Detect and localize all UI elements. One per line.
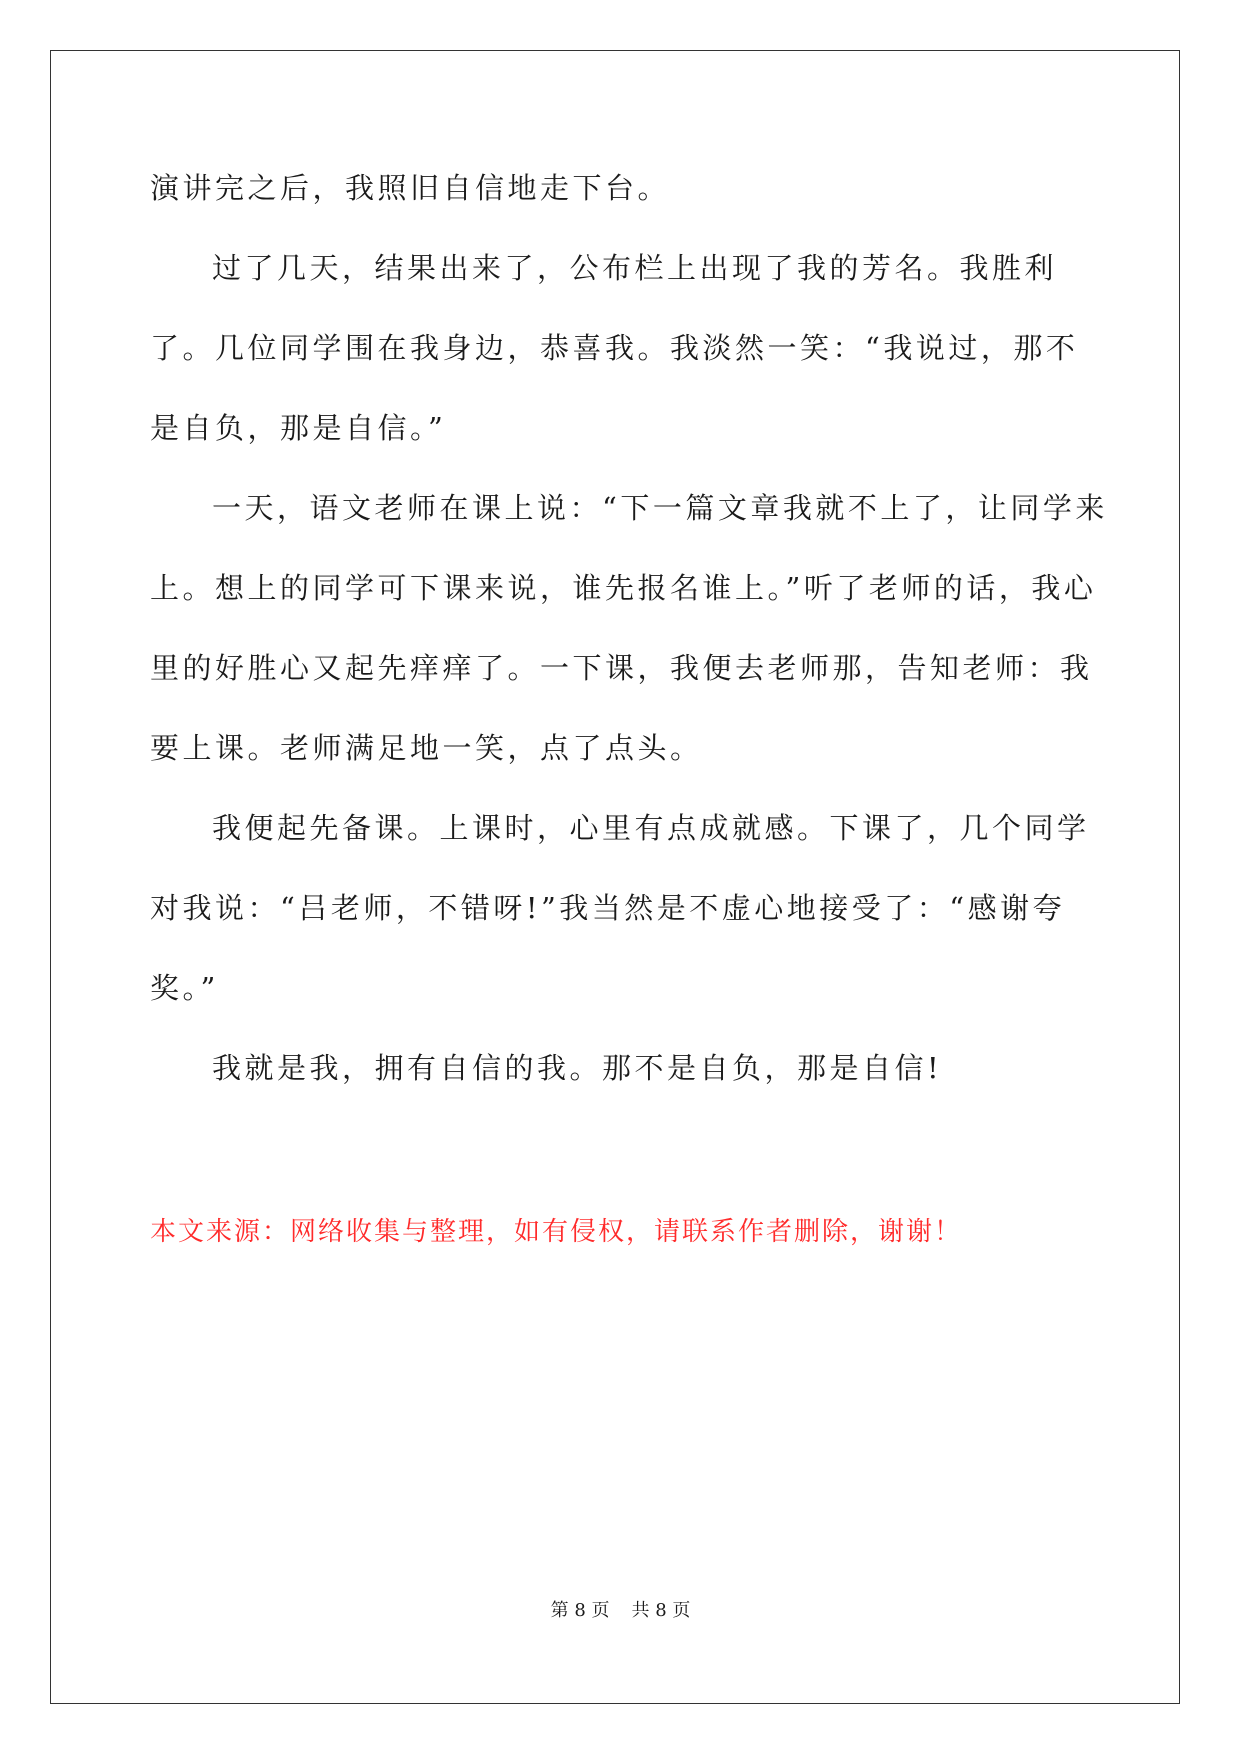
paragraph-1: 演讲完之后，我照旧自信地走下台。: [150, 171, 671, 205]
paragraph-3: 一天，语文老师在课上说：“下一篇文章我就不上了，让同学来上。想上的同学可下课来说，谁先报名谁上。”听了老师的话，我心里的好胜心又起先痒痒了。一下课，我便去老师那，告知老师：我要上课。老师满足地一笑，点了点头。: [150, 491, 1108, 765]
source-note: 本文来源：网络收集与整理，如有侵权，请联系作者删除，谢谢！: [150, 1217, 963, 1247]
paragraph-5: 我就是我，拥有自信的我。那不是自负，那是自信!: [212, 1051, 943, 1085]
page-number: 第 8 页: [550, 1600, 610, 1621]
page-footer: [0, 1596, 1241, 1626]
document-body: [150, 148, 1110, 1108]
paragraph-4: 我便起先备课。上课时，心里有点成就感。下课了，几个同学对我说：“吕老师，不错呀!”我当然是不虚心地接受了：“感谢夸奖。”: [150, 811, 1090, 1005]
page-total: 共 8 页: [631, 1600, 691, 1621]
paragraph-2: 过了几天，结果出来了，公布栏上出现了我的芳名。我胜利了。几位同学围在我身边，恭喜我。我淡然一笑：“我说过，那不是自负，那是自信。”: [150, 251, 1079, 445]
